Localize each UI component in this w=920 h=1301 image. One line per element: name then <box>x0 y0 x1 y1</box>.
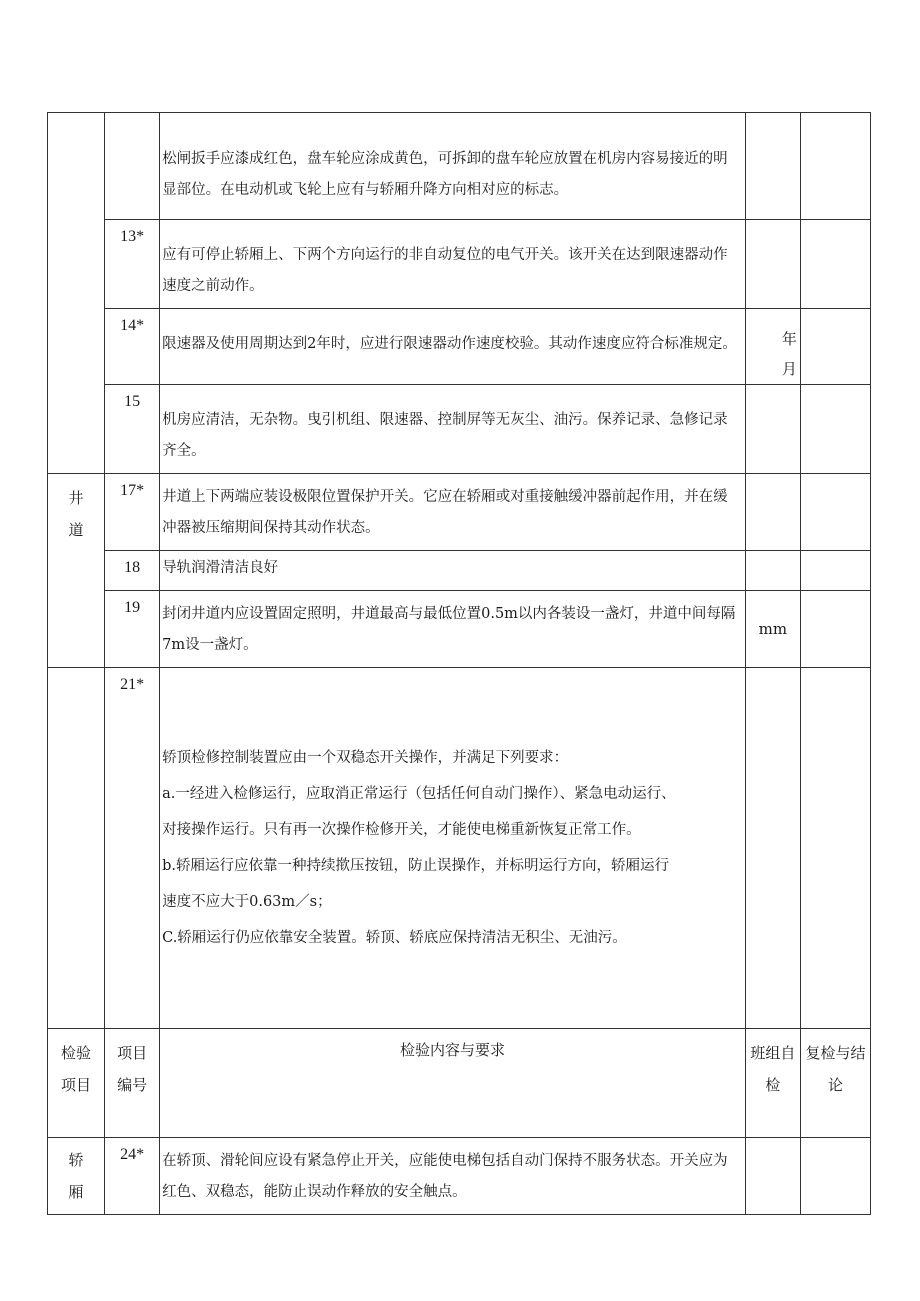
header-item-number <box>105 1029 160 1138</box>
category-cell <box>48 474 105 668</box>
category-cell <box>48 113 105 474</box>
recheck-cell <box>800 385 870 474</box>
header-text: 班组自 <box>750 1044 796 1062</box>
category-label: 道 <box>68 521 84 539</box>
recheck-cell <box>800 551 870 591</box>
header-self-check <box>745 1029 800 1138</box>
text-line: 速度不应大于0.63m／s； <box>162 894 332 910</box>
table-row <box>48 220 871 309</box>
item-content <box>160 668 745 956</box>
header-text: 项目 <box>117 1044 148 1062</box>
item-content: 井道上下两端应装设极限位置保护开关。它应在轿厢或对重接触缓冲器前起作用，并在缓冲器被压缩期间保持其动作状态。 <box>162 489 728 536</box>
table-row <box>48 385 871 474</box>
self-check-cell <box>745 1138 800 1215</box>
self-check-cell <box>745 474 800 551</box>
item-number: 15 <box>105 385 160 474</box>
recheck-cell <box>800 591 870 668</box>
content-cell <box>160 474 746 551</box>
self-check-cell <box>745 551 800 591</box>
item-number: 13* <box>105 220 160 309</box>
item-number: 18 <box>105 551 160 591</box>
unit-month: 月 <box>781 360 797 378</box>
item-content: 机房应清洁，无杂物。曳引机组、限速器、控制屏等无灰尘、油污。保养记录、急修记录齐全。 <box>162 412 728 459</box>
header-text: 检验内容与要求 <box>399 1041 505 1059</box>
header-content <box>160 1029 746 1138</box>
self-check-cell <box>745 220 800 309</box>
text-line: b.轿厢运行应依靠一种持续揿压按钮，防止误操作，并标明运行方向，轿厢运行 <box>162 858 670 874</box>
item-content: 封闭井道内应设置固定照明，井道最高与最低位置0.5m以内各装设一盏灯，井道中间每隔7m设一盏灯。 <box>162 606 736 653</box>
header-category <box>48 1029 105 1138</box>
content-cell <box>160 309 746 385</box>
unit-mm: mm <box>758 620 788 638</box>
content-cell <box>160 220 746 309</box>
header-text: 编号 <box>117 1076 148 1094</box>
table-row <box>48 309 871 385</box>
table-row <box>48 1138 871 1215</box>
item-number: 17* <box>105 474 160 551</box>
self-check-cell <box>745 591 800 668</box>
category-label: 轿 <box>68 1151 84 1169</box>
item-content: 在轿顶、滑轮间应设有紧急停止开关，应能使电梯包括自动门保持不服务状态。开关应为红色、双稳态，能防止误动作释放的安全触点。 <box>162 1153 728 1200</box>
header-text: 检验 <box>61 1044 92 1062</box>
self-check-cell <box>745 668 800 1029</box>
content-cell <box>160 591 746 668</box>
recheck-cell <box>800 1138 870 1215</box>
content-cell <box>160 385 746 474</box>
header-text: 论 <box>827 1076 843 1094</box>
header-row <box>48 1029 871 1138</box>
item-number: 19 <box>105 591 160 668</box>
self-check-cell <box>745 309 800 385</box>
table-row <box>48 551 871 591</box>
category-cell <box>48 1138 105 1215</box>
item-content: 应有可停止轿厢上、下两个方向运行的非自动复位的电气开关。该开关在达到限速器动作速度之前动作。 <box>162 247 728 294</box>
category-label: 厢 <box>68 1183 84 1201</box>
item-number: 21* <box>105 668 160 1029</box>
recheck-cell <box>800 668 870 1029</box>
content-cell <box>160 551 746 591</box>
header-recheck <box>800 1029 870 1138</box>
inspection-table <box>47 112 871 1215</box>
item-content: 导轨润滑清洁良好 <box>162 560 279 576</box>
category-cell <box>48 668 105 1029</box>
item-content: 松闸扳手应漆成红色，盘车轮应涂成黄色，可拆卸的盘车轮应放置在机房内容易接近的明显部位。在电动机或飞轮上应有与轿厢升降方向相对应的标志。 <box>162 151 728 198</box>
recheck-cell <box>800 474 870 551</box>
content-cell <box>160 1138 746 1215</box>
header-text: 复检与结 <box>805 1044 866 1062</box>
header-text: 检 <box>765 1076 781 1094</box>
category-label: 井 <box>68 489 84 507</box>
text-line: a.一经进入检修运行，应取消正常运行（包括任何自动门操作）、紧急电动运行、 <box>162 786 676 802</box>
self-check-cell <box>745 385 800 474</box>
table-row <box>48 591 871 668</box>
item-number-cell <box>105 113 160 220</box>
item-number: 24* <box>105 1138 160 1215</box>
text-line: 轿顶检修控制装置应由一个双稳态开关操作，并满足下列要求： <box>162 750 569 766</box>
header-text: 项目 <box>61 1076 92 1094</box>
table-row <box>48 474 871 551</box>
unit-year: 年 <box>781 330 797 348</box>
item-number: 14* <box>105 309 160 385</box>
content-cell <box>160 668 746 1029</box>
recheck-cell <box>800 113 870 220</box>
item-content: 限速器及使用周期达到2年时，应进行限速器动作速度校验。其动作速度应符合标准规定。 <box>162 336 737 352</box>
content-cell <box>160 113 746 220</box>
text-line: 对接操作运行。只有再一次操作检修开关，才能使电梯重新恢复正常工作。 <box>162 822 641 838</box>
text-line: C.轿厢运行仍应依靠安全装置。轿顶、轿底应保持清洁无积尘、无油污。 <box>162 930 627 946</box>
table-row <box>48 113 871 220</box>
recheck-cell <box>800 220 870 309</box>
table-row <box>48 668 871 1029</box>
self-check-cell <box>745 113 800 220</box>
recheck-cell <box>800 309 870 385</box>
